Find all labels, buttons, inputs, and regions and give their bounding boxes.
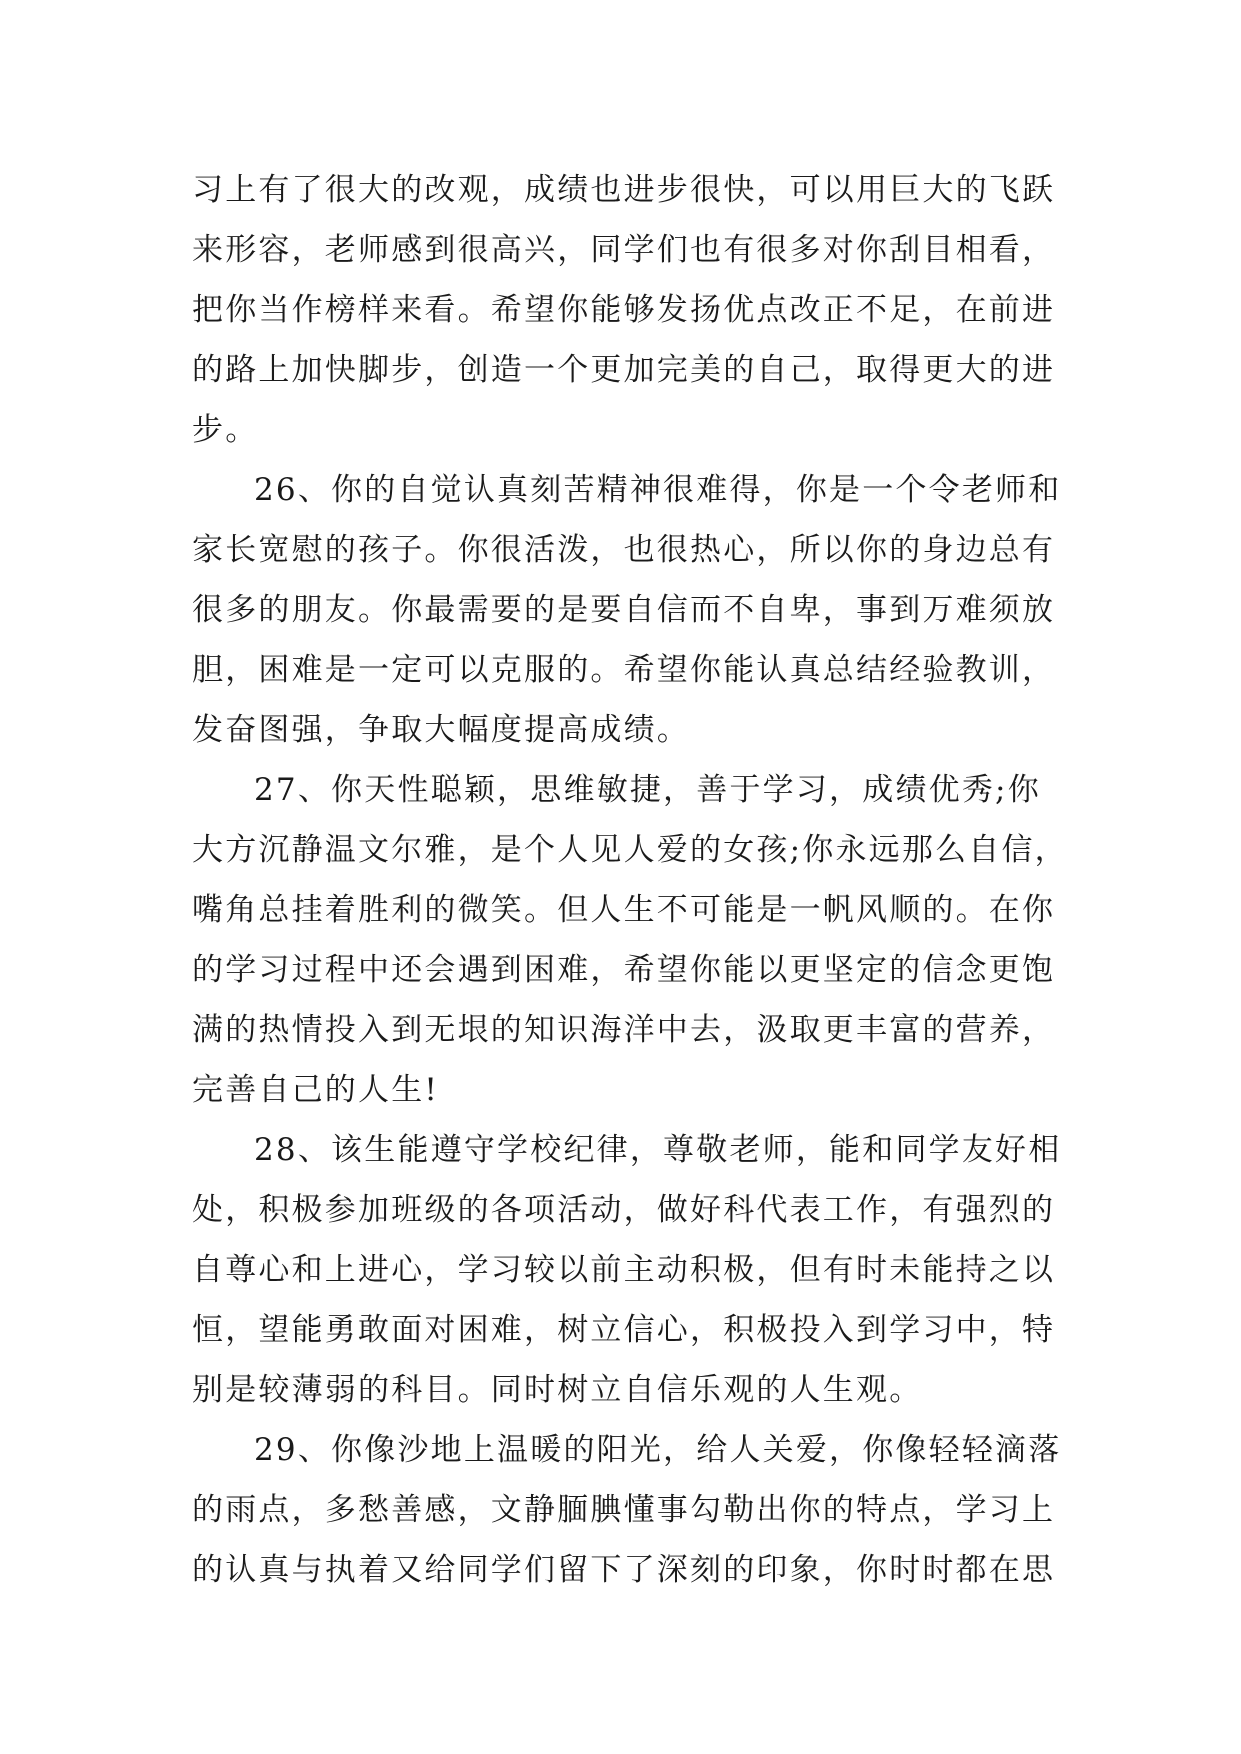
text-line: 的路上加快脚步，创造一个更加完美的自己，取得更大的进 [192, 352, 1056, 388]
text-line: 的认真与执着又给同学们留下了深刻的印象，你时时都在思 [192, 1552, 1056, 1588]
text-line: 步。 [192, 412, 259, 448]
text-line: 大方沉静温文尔雅，是个人见人爱的女孩;你永远那么自信， [192, 832, 1068, 868]
text-line: 胆，困难是一定可以克服的。希望你能认真总结经验教训， [192, 652, 1056, 688]
text-line: 的雨点，多愁善感，文静腼腆懂事勾勒出你的特点，学习上 [192, 1492, 1056, 1528]
paragraph-28-start: 28、该生能遵守学校纪律，尊敬老师，能和同学友好相 [254, 1132, 1062, 1168]
document-body [192, 160, 1068, 1600]
text-line: 恒，望能勇敢面对困难，树立信心，积极投入到学习中，特 [192, 1312, 1056, 1348]
text-line: 来形容，老师感到很高兴，同学们也有很多对你刮目相看， [192, 232, 1056, 268]
text-line: 满的热情投入到无垠的知识海洋中去，汲取更丰富的营养， [192, 1012, 1056, 1048]
paragraph-29-start: 29、你像沙地上温暖的阳光，给人关爱，你像轻轻滴落 [254, 1432, 1062, 1468]
paragraph-26-start: 26、你的自觉认真刻苦精神很难得，你是一个令老师和 [254, 472, 1062, 508]
text-line: 很多的朋友。你最需要的是要自信而不自卑，事到万难须放 [192, 592, 1056, 628]
text-line: 完善自己的人生! [192, 1072, 440, 1108]
text-line: 处，积极参加班级的各项活动，做好科代表工作，有强烈的 [192, 1192, 1056, 1228]
text-line: 发奋图强，争取大幅度提高成绩。 [192, 712, 690, 748]
text-line: 嘴角总挂着胜利的微笑。但人生不可能是一帆风顺的。在你 [192, 892, 1056, 928]
text-line: 别是较薄弱的科目。同时树立自信乐观的人生观。 [192, 1372, 923, 1408]
text-line: 把你当作榜样来看。希望你能够发扬优点改正不足，在前进 [192, 292, 1056, 328]
text-line: 家长宽慰的孩子。你很活泼，也很热心，所以你的身边总有 [192, 532, 1056, 568]
text-line: 自尊心和上进心，学习较以前主动积极，但有时未能持之以 [192, 1252, 1056, 1288]
text-line: 的学习过程中还会遇到困难，希望你能以更坚定的信念更饱 [192, 952, 1056, 988]
paragraph-27-start: 27、你天性聪颖，思维敏捷，善于学习，成绩优秀;你 [254, 772, 1041, 808]
text-line: 习上有了很大的改观，成绩也进步很快，可以用巨大的飞跃 [192, 172, 1056, 208]
